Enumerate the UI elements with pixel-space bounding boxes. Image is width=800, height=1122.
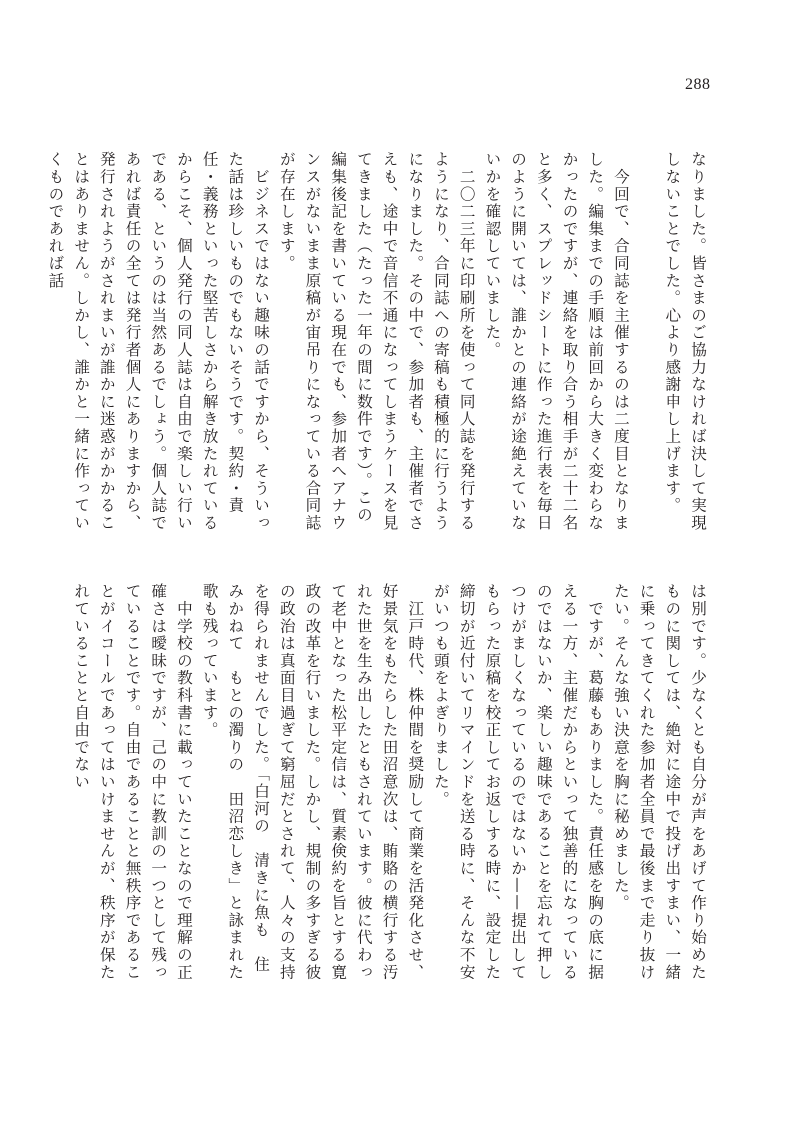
paragraph: なりました。皆さまのご協力なければ決して実現しないことでした。心より感謝申し上げます。 [663, 151, 707, 532]
paragraph: 江戸時代、株仲間を奨励して商業を活発化させ、好景気をもたらした田沼意次は、賄賂の横行する汚れた世を生み出したともされています。彼に代わって老中となった松平定信は、質素倹約を旨とする寛政の改革を行いました。しかし、規制の多すぎる彼の政治は真面目過ぎて窮屈だとされて、人々の支持を得られませんでした。「白河の 清きに魚も 住みかねて もとの濁りの 田沼恋しき」と詠まれた歌も残っています。 [200, 583, 425, 981]
lower-text-block [72, 583, 710, 983]
paragraph: ですが、葛藤もありました。責任感を胸の底に据える一方、主催だからといって独善的になっているのではないか、楽しい趣味であることを忘れて押しつけがましくなっているのではないか——提出してもらった原稿を校正してお返しする時に、設定した締切が近付いてリマインドを送る時に、そんな不安がいつも頭をよぎりました。 [431, 583, 605, 981]
paragraph: 中学校の教科書に載っていたことなので理解の正確さは曖昧ですが、己の中に教訓の一つとして残っていることです。自由であることと無秩序であることがイコールであってはいけませんが、秩序が保たれていることと自由でない [72, 583, 193, 981]
paragraph: は別です。少なくとも自分が声をあげて作り始めたものに関しては、絶対に途中で投げ出すまい、一緒に乗ってきてくれた参加者全員で最後まで走り抜けたい。そんな強い決意を胸に秘めました。 [611, 583, 707, 981]
page-number: 288 [685, 76, 711, 93]
paragraph: 二〇二三年に印刷所を使って同人誌を発行するようになり、合同誌への寄稿も積極的に行うようになりました。その中で、参加者も、主催者でさえも、途中で音信不通になってしまうケースを見てきました（たった一年の間に数件です）。この編集後記を書いている現在でも、参加者へアナウンスがないまま原稿が宙吊りになっている合同誌が存在します。 [277, 151, 476, 532]
paragraph-gap [633, 151, 659, 536]
paragraph: 今回で、合同誌を主催するのは二度目となりました。編集までの手順は前回から大きく変わらなかったのですが、連絡を取り合う相手が二十二名と多く、スプレッドシートに作った進行表を毎日のように開いては、誰かとの連絡が途絶えていないかを確認していました。 [483, 151, 630, 532]
paragraph: ビジネスではない趣味の話ですから、そういった話は珍しいものでもないそうです。契約・責任・義務といった堅苦しさから解き放たれているからこそ、個人発行の同人誌は自由で楽しい行いである、というのは当然あるでしょう。個人誌であれば責任の全ては発行者個人にありますから、発行されようがされまいが誰かに迷惑がかかることはありません。しかし、誰かと一緒に作っていくものであれば話 [46, 151, 271, 532]
upper-text-block [46, 151, 710, 536]
